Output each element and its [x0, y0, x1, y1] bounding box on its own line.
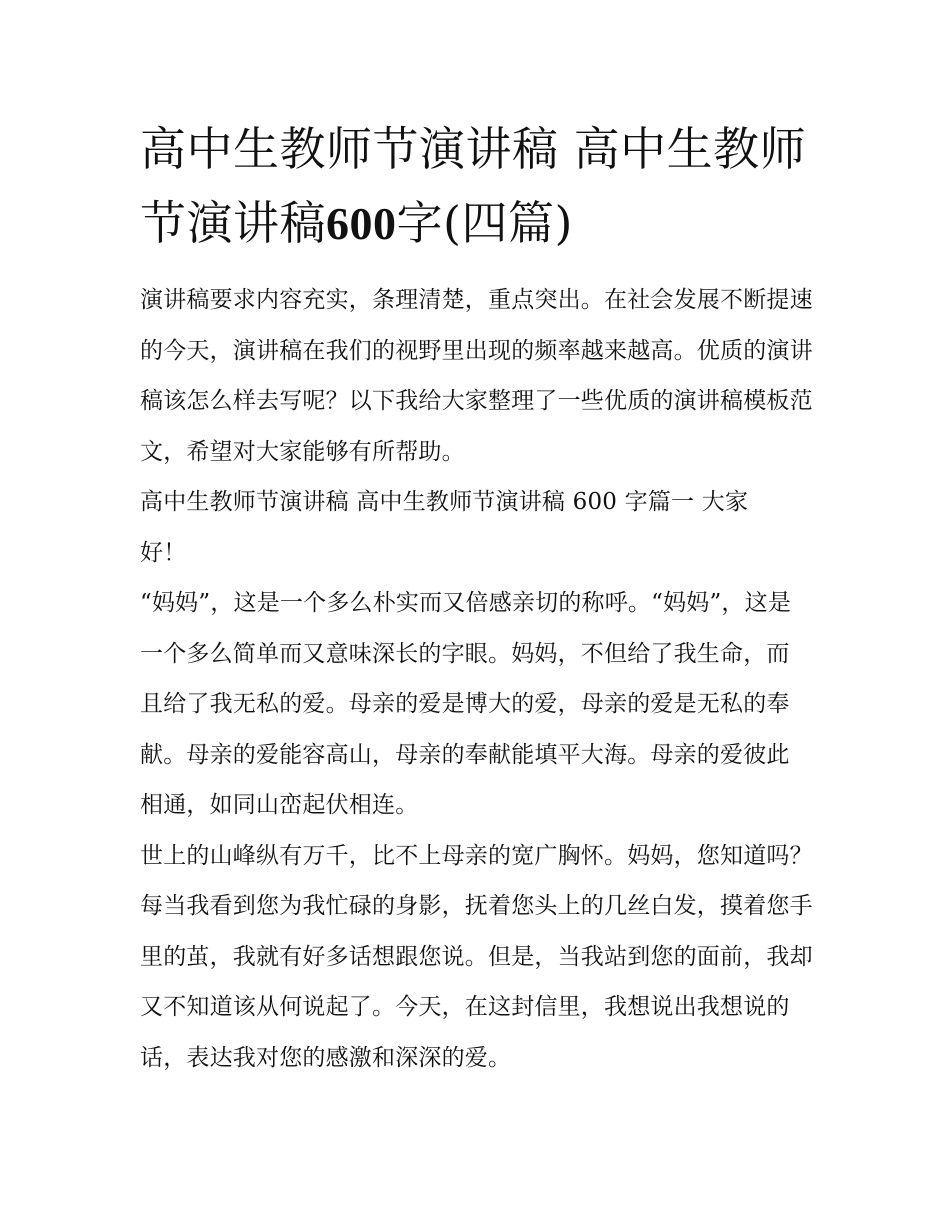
document-body [140, 275, 820, 1083]
document-title [140, 112, 830, 261]
paragraph-mother-love: 世上的山峰纵有万千，比不上母亲的宽广胸怀。妈妈，您知道吗？每当我看到您为我忙碌的身影，抚着您头上的几丝白发，摸着您手里的茧，我就有好多话想跟您说。但是，当我站到您的面前，我却又不知道该从何说起了。今天，在这封信里，我想说出我想说的话，表达我对您的感激和深深的爱。 [140, 842, 813, 1071]
title-number: 600 [326, 198, 397, 249]
paragraph-intro: 演讲稿要求内容充实，条理清楚，重点突出。在社会发展不断提速的今天，演讲稿在我们的视野里出现的频率越来越高。优质的演讲稿该怎么样去写呢？以下我给大家整理了一些优质的演讲稿模板范文，希望对大家能够有所帮助。 [140, 287, 813, 465]
paragraph-heading-greeting: 高中生教师节演讲稿 高中生教师节演讲稿 600 字篇一 大家好！ [140, 489, 749, 566]
title-text-part1: 高中生教师节演讲稿 高中生教师节演讲稿 [140, 122, 807, 250]
title-text-part2: 字(四篇) [396, 196, 573, 250]
paragraph-mother-call: “妈妈”，这是一个多么朴实而又倍感亲切的称呼。“妈妈”，这是一个多么简单而又意味深长的字眼。妈妈，不但给了我生命，而且给了我无私的爱。母亲的爱是博大的爱，母亲的爱是无私的奉献。母亲的爱能容高山，母亲的奉献能填平大海。母亲的爱彼此相通，如同山峦起伏相连。 [140, 590, 792, 818]
